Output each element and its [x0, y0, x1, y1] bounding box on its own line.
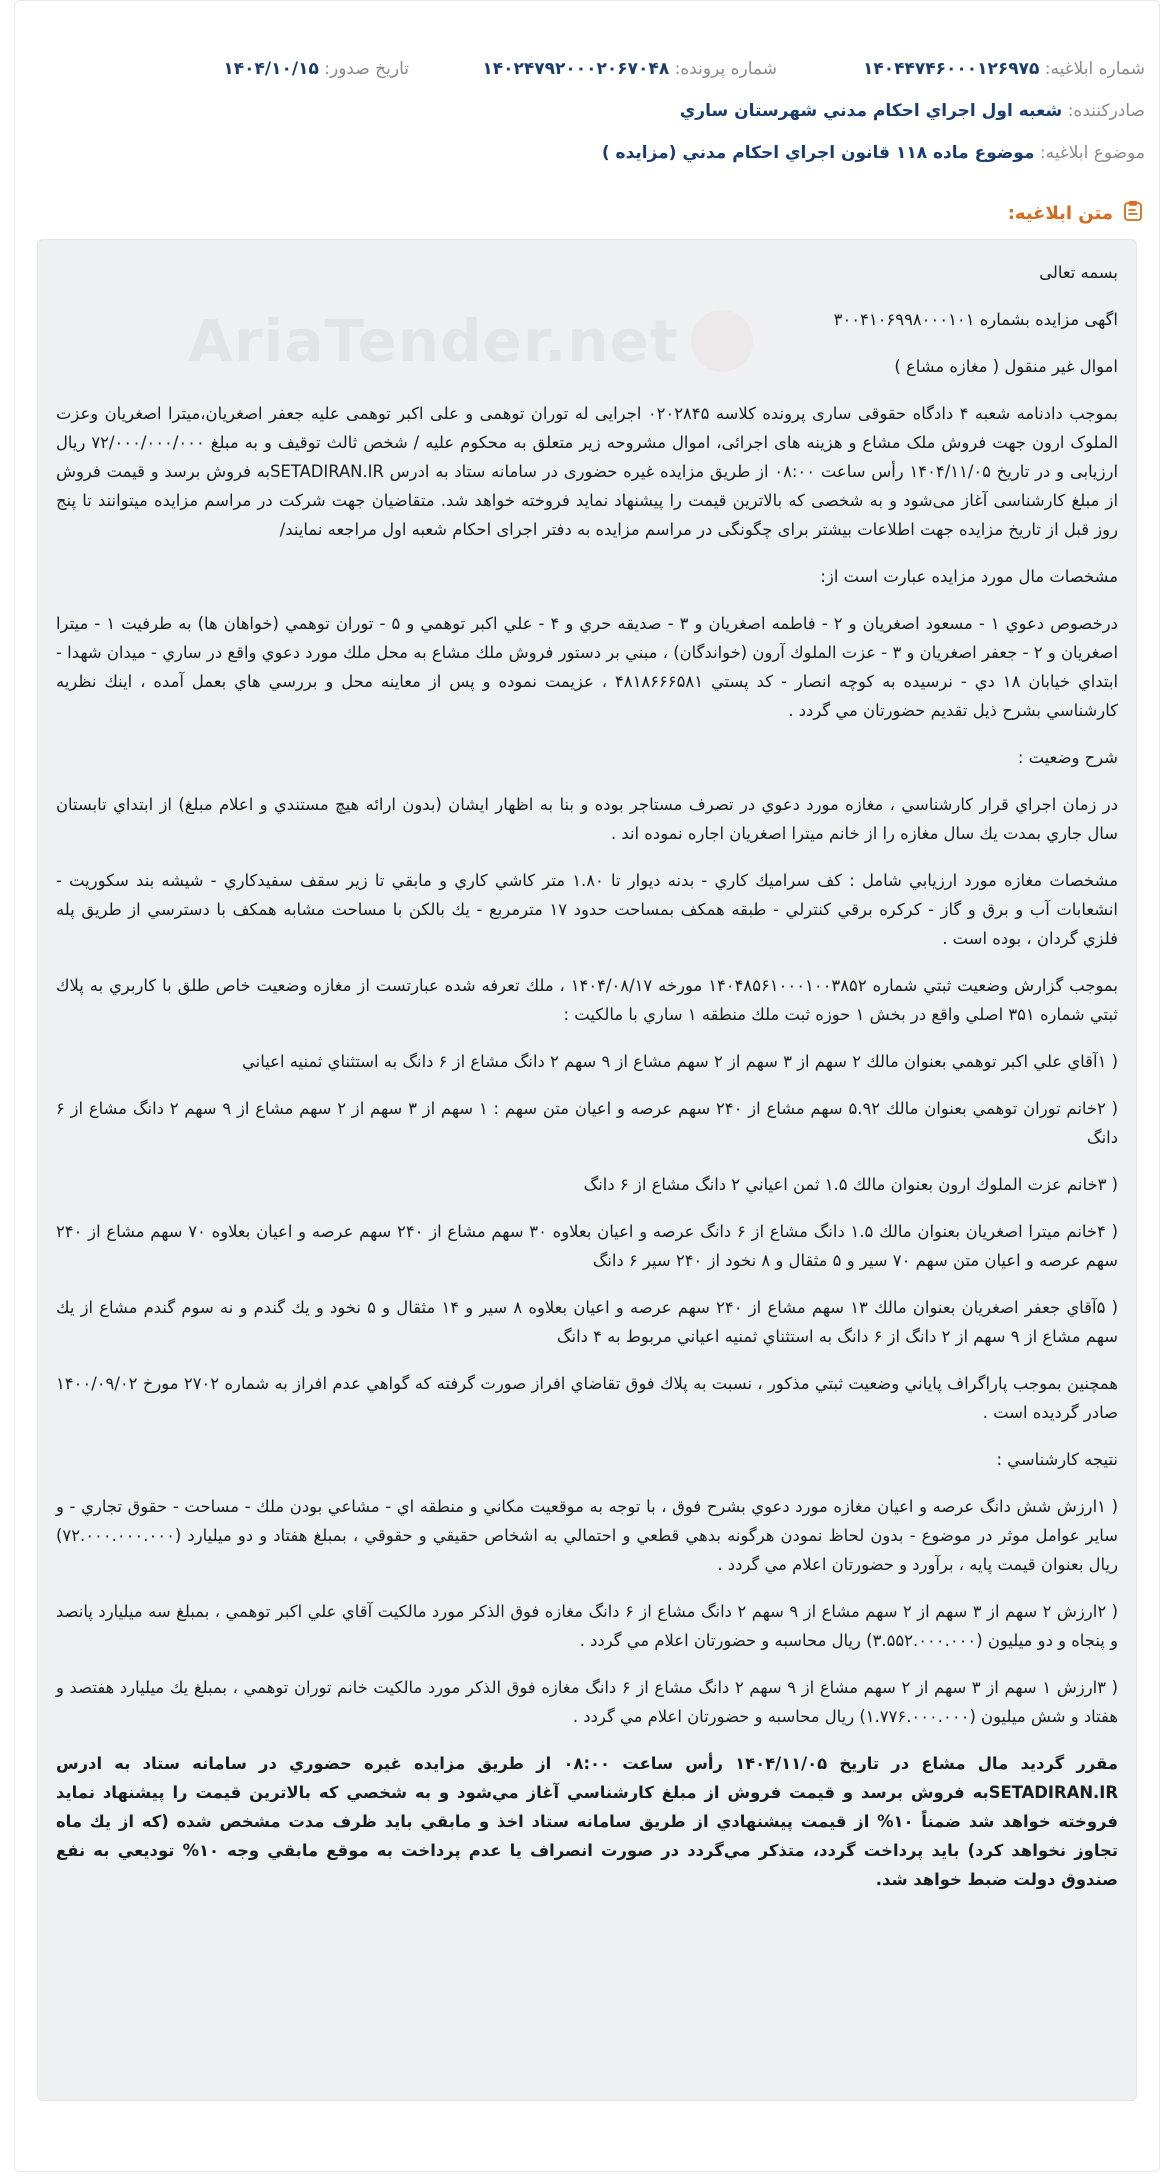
- paragraph: ( ۳ارزش ۱ سهم از ۳ سهم از ۲ سهم مشاع از ۹ سهم ۲ دانگ مشاع از ۶ دانگ مغازه فوق الذكر مورد مالكيت خانم توران توهمي ، بمبلغ يك ميليارد هفتصد و هفتاد و شش ميليون (۱.۷۷۶.۰۰۰.۰۰۰) ريال محاسبه و حضورتان اعلام مي گردد .: [56, 1678, 1119, 1726]
- issue-date-label: تاريخ صدور:: [324, 59, 409, 79]
- case-number-label: شماره پرونده:: [674, 59, 777, 79]
- paragraph: نتيجه كارشناسي :: [996, 1450, 1118, 1469]
- paragraph: در زمان اجراي قرار كارشناسي ، مغازه مورد دعوي در تصرف مستاجر بوده و بنا به اظهار ايشان (بدون ارائه هيچ مستندي و اعلام مبلغ) از ابتداي تابستان سال جاري بمدت يك سال مغازه را از خانم ميترا اصغريان اجاره نموده اند .: [56, 795, 1118, 843]
- paragraph: بموجب دادنامه شعبه ۴ دادگاه حقوقی ساری پرونده کلاسه ۰۲۰۲۸۴۵ اجرایی له توران توهمی و علی اکبر توهمی علیه جعفر اصغریان،میترا اصغریان وعزت الملوک ارون جهت فروش ملک مشاع و هزینه های اجرائی، اموال مشروحه زیر متعلق به محکوم علیه / شخص ثالث توقیف و به مبلغ ۷۲/۰۰۰/۰۰۰/۰۰۰ ریال ارزیابی و در تاریخ ۱۴۰۴/۱۱/۰۵ رأس ساعت ۰۸:۰۰ از طریق مزایده غیره حضوری در سامانه ستاد به ادرس SETADIRAN.IRبه فروش برسد و قیمت فروش از مبلغ کارشناسی آغاز می‌شود و به شخصی که بالاترین قیمت را پیشنهاد نماید فروخته خواهد شد. متقاضیان جهت شرکت در مراسم مزایده میتوانند تا پنج روز قبل از تاریخ مزایده جهت اطلاعات بیشتر برای چگونگی در مراسم مزایده به دفتر اجرای احکام شعبه اول مراجعه نمایند/: [56, 404, 1119, 539]
- subject-label: موضوع ابلاغيه:: [1039, 143, 1145, 163]
- issuer: شعبه اول اجراي احكام مدني شهرستان ساري: [679, 101, 1063, 121]
- paragraph: بسمه تعالی: [1039, 263, 1118, 282]
- notice-body: [37, 239, 1137, 2101]
- paragraph: اگهی مزایده بشماره ۳۰۰۴۱۰۶۹۹۸۰۰۰۱۰۱: [833, 310, 1118, 329]
- paragraph: ( ۲خانم توران توهمي بعنوان مالك ۵.۹۲ سهم مشاع از ۲۴۰ سهم عرصه و اعيان متن سهم : ۱ سهم از ۳ سهم از ۲ سهم مشاع از ۹ سهم ۲ دانگ مشاع از ۶ دانگ: [56, 1099, 1119, 1147]
- issuer-label: صادرکننده:: [1067, 101, 1145, 121]
- paragraph: مشخصات مال مورد مزایده عبارت است از:: [820, 567, 1118, 586]
- notice-number-label: شماره ابلاغيه:: [1044, 59, 1145, 79]
- case-number-row: [482, 59, 777, 79]
- subject-row: [602, 143, 1145, 163]
- subject: موضوع ماده ۱۱۸ قانون اجراي احکام مدني (مزايده ): [601, 143, 1035, 163]
- paragraph: شرح وضعيت :: [1017, 748, 1118, 767]
- issuer-row: [680, 101, 1145, 121]
- case-number: ۱۴۰۲۴۷۹۲۰۰۰۲۰۶۷۰۴۸: [482, 59, 670, 79]
- paragraph: ( ۵آقاي جعفر اصغريان بعنوان مالك ۱۳ سهم مشاع از ۲۴۰ سهم عرصه و اعيان بعلاوه ۸ سير و ۱۴ مثقال و ۵ نخود و يك گندم و نه سوم گندم مشاع از يك سهم مشاع از ۹ سهم از ۲ دانگ از ۶ دانگ به استثناي ثمنيه اعياني مربوط به ۴ دانگ: [56, 1298, 1118, 1346]
- paragraph: ( ۲ارزش ۲ سهم از ۳ سهم از ۲ سهم مشاع از ۹ سهم ۲ دانگ مشاع از ۶ دانگ مغازه فوق الذكر مورد مالكيت آقاي علي اكبر توهمي ، بمبلغ سه ميليارد پانصد و پنجاه و دو ميليون (۳.۵۵۲.۰۰۰.۰۰۰) ريال محاسبه و حضورتان اعلام مي گردد .: [56, 1602, 1118, 1650]
- paragraph: ( ۱آقاي علي اكبر توهمي بعنوان مالك ۲ سهم از ۳ سهم از ۲ سهم مشاع از ۹ سهم ۲ دانگ مشاع از ۶ دانگ به استثناي ثمنيه اعياني: [242, 1052, 1118, 1071]
- notice-number-row: [863, 59, 1145, 79]
- paragraph: درخصوص دعوي ۱ - مسعود اصغريان و ۲ - فاطمه اصغريان و ۳ - صديقه حري و ۴ - علي اكبر توهمي و ۵ - توران توهمي (خواهان ها) به طرفيت ۱ - ميترا اصغريان و ۲ - جعفر اصغريان و ۳ - عزت الملوك آرون (خواندگان) ، مبني بر دستور فروش ملك مشاع به محل ملك مورد دعوي واقع در ساري - ميدان شهدا - ابتداي خيابان ۱۸ دي - نرسيده به كوچه انصار - كد پستي ۴۸۱۸۶۶۶۵۸۱ ، عزيمت نموده و پس از معاينه محل و بررسي هاي بعمل آمده ، اينك نظريه كارشناسي بشرح ذيل تقديم حضورتان مي گردد .: [56, 614, 1118, 720]
- issue-date-row: [223, 59, 409, 79]
- notice-number: ۱۴۰۴۴۷۴۶۰۰۰۱۲۶۹۷۵: [862, 59, 1040, 79]
- notice-card: [14, 0, 1160, 2172]
- paragraph: ( ۴خانم ميترا اصغريان بعنوان مالك ۱.۵ دانگ مشاع از ۶ دانگ عرصه و اعيان بعلاوه ۳۰ سهم مشاع از ۲۴۰ سهم عرصه و اعيان بعلاوه ۷۰ سهم مشاع از ۲۴۰ سهم عرصه و اعيان متن سهم ۷۰ سير و ۵ مثقال و ۸ نخود از ۲۴۰ سير ۶ دانگ: [56, 1222, 1118, 1270]
- notice-text-heading: [1008, 199, 1145, 228]
- issue-date: ۱۴۰۴/۱۰/۱۵: [223, 59, 319, 79]
- paragraph: همچنين بموجب پاراگراف پاياني وضعيت ثبتي مذكور ، نسبت به پلاك فوق تقاضاي افراز صورت گرفته كه گواهي عدم افراز به شماره ۲۷۰۲ مورخ ۱۴۰۰/۰۹/۰۲ صادر گرديده است .: [56, 1374, 1118, 1422]
- paragraph: ( ۱ارزش شش دانگ عرصه و اعيان مغازه مورد دعوي بشرح فوق ، با توجه به موقعيت مكاني و منطقه اي - مشاعي بودن ملك - مساحت - حقوق تجاري - و ساير عوامل موثر در موضوع - بدون لحاظ نمودن هرگونه بدهي قطعي و احتمالي به اشخاص حقيقي و حقوقي ، بمبلغ هفتاد و دو ميليارد (۷۲.۰۰۰.۰۰۰.۰۰۰) ريال بعنوان قيمت پايه ، برآورد و حضورتان اعلام مي گردد .: [56, 1497, 1118, 1574]
- notice-text-title: متن ابلاغيه:: [1007, 203, 1113, 224]
- document-list-icon: [1121, 199, 1145, 228]
- paragraph: ( ۳خانم عزت الملوك ارون بعنوان مالك ۱.۵ ثمن اعياني ۲ دانگ مشاع از ۶ دانگ: [583, 1175, 1118, 1194]
- closing-paragraph: مقرر گرديد مال مشاع در تاريخ ۱۴۰۴/۱۱/۰۵ رأس ساعت ۰۸:۰۰ از طريق مزايده غيره حضوري در سامانه ستاد به ادرس SETADIRAN.IRبه فروش برسد و قيمت فروش از مبلغ كارشناسي آغاز مي‌شود و به شخصي كه بالاترين قيمت را پيشنهاد نمايد فروخته خواهد شد ضمناً ۱۰% از قيمت پيشنهادي از طريق سامانه ستاد اخذ و مابقي بايد ظرف مدت مشخص شده (كه از يك ماه تجاوز نخواهد كرد) بايد پرداخت گردد، متذكر مي‌گردد در صورت انصراف يا عدم پرداخت به موقع مابقي وجه ۱۰% توديعي به نفع صندوق دولت ضبط خواهد شد.: [56, 1754, 1118, 1889]
- paragraph: مشخصات مغازه مورد ارزيابي شامل : كف سراميك كاري - بدنه ديوار تا ۱.۸۰ متر كاشي كاري و مابقي تا زير سقف سفيدكاري - شيشه بند سكوريت - انشعابات آب و برق و گاز - كركره برقي كنترلي - طبقه همكف بمساحت حدود ۱۷ مترمربع - يك بالكن با مساحت مشابه همكف با دسترسي از طريق پله فلزي گردان ، بوده است .: [56, 871, 1118, 948]
- paragraph: بموجب گزارش وضعيت ثبتي شماره ۱۴۰۴۸۵۶۱۰۰۰۱۰۰۳۸۵۲ مورخه ۱۴۰۴/۰۸/۱۷ ، ملك تعرفه شده عبارتست از مغازه وضعيت خاص طلق با كاربري به پلاك ثبتي شماره ۳۵۱ اصلي واقع در بخش ۱ حوزه ثبت ملك منطقه ۱ ساري با مالكيت :: [56, 976, 1118, 1024]
- paragraph: اموال غیر منقول ( مغازه مشاع ): [894, 357, 1118, 376]
